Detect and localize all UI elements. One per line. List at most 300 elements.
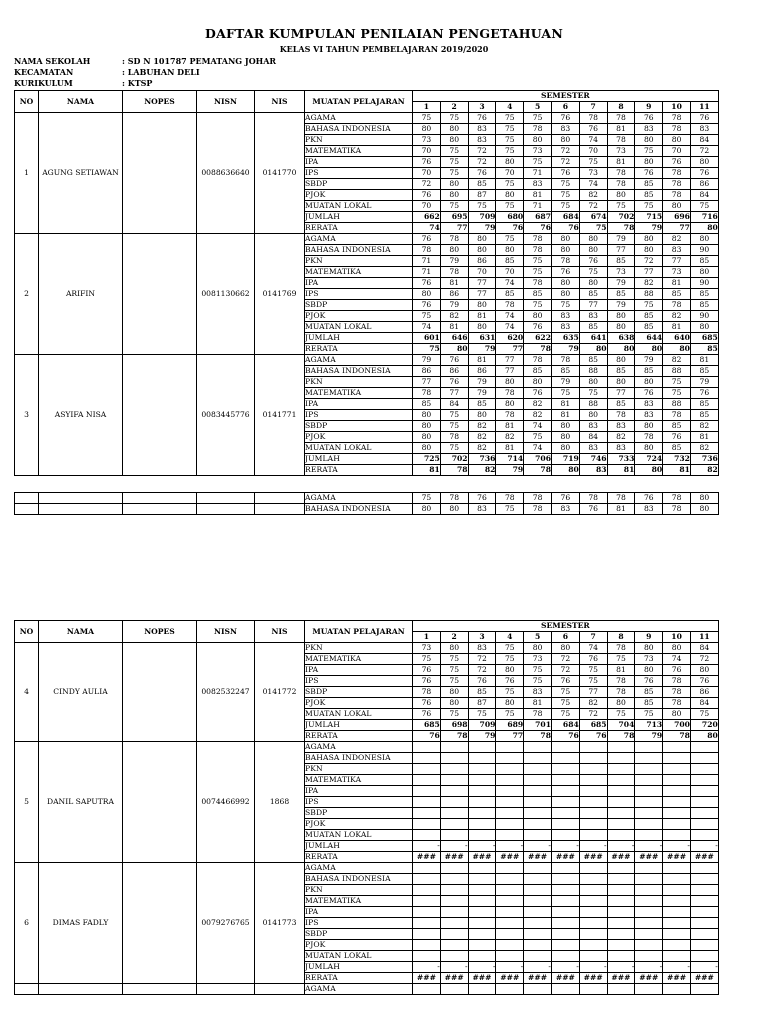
grade-cell: 77 [496,366,524,377]
grade-cell: 80 [690,234,718,245]
subject-label: MUATAN LOKAL [305,709,413,720]
grade-cell: 78 [524,465,552,476]
grade-cell [440,797,468,808]
grade-cell: 72 [468,157,496,168]
grade-cell: 79 [690,377,718,388]
col-header-muatan: MUATAN PELAJARAN [305,621,413,643]
grade-cell: 85 [690,366,718,377]
student-nopes [123,113,197,234]
grade-cell: 83 [579,465,607,476]
grade-cell [690,830,718,841]
grade-cell: ### [635,852,663,863]
grade-cell [579,797,607,808]
grade-cell [690,929,718,940]
grade-cell [579,786,607,797]
grade-cell: 75 [440,676,468,687]
grade-cell: 78 [663,731,691,742]
grade-cell: 701 [524,720,552,731]
grade-cell: 72 [468,665,496,676]
student-nopes [123,742,197,863]
grade-cell: 77 [440,388,468,399]
grade-cell: 75 [496,643,524,654]
grade-cell: 78 [663,168,691,179]
grade-cell: 76 [551,493,579,504]
grade-cell: 77 [468,278,496,289]
grade-cell: 78 [607,643,635,654]
grade-cell: 76 [635,113,663,124]
grade-cell: 83 [579,443,607,454]
grade-cell: 700 [663,720,691,731]
grade-cell: 85 [579,355,607,366]
subject-label: PJOK [305,190,413,201]
grade-cell: 80 [635,421,663,432]
grade-cell: 80 [635,135,663,146]
grade-cell: 88 [663,366,691,377]
grade-cell [524,918,552,929]
grade-cell: 80 [496,190,524,201]
grade-cell [579,742,607,753]
grade-cell [551,984,579,995]
grade-cell [551,742,579,753]
grade-cell: 80 [551,278,579,289]
grade-cell: 78 [440,267,468,278]
grade-cell: 80 [607,377,635,388]
col-header-no: NO [15,91,39,113]
grade-cell: 76 [551,676,579,687]
grade-cell: 81 [440,278,468,289]
grade-cell: 75 [579,665,607,676]
grade-cell [440,951,468,962]
empty-cell [123,504,197,515]
grade-cell [413,775,441,786]
grade-cell: 85 [607,256,635,267]
grade-cell: 79 [607,278,635,289]
grade-cell: 75 [551,388,579,399]
grade-cell: 70 [496,168,524,179]
grade-cell: 78 [551,355,579,366]
grade-cell: 72 [579,201,607,212]
grade-cell: 77 [663,223,691,234]
grade-cell: 720 [690,720,718,731]
grade-cell: 79 [635,223,663,234]
grade-cell [635,885,663,896]
grade-cell: 76 [413,698,441,709]
grade-cell [690,984,718,995]
grade-cell: 85 [579,289,607,300]
grade-cell: 76 [496,676,524,687]
grade-cell [663,918,691,929]
grade-cell [663,896,691,907]
student-nisn: 0074466992 [197,742,255,863]
grade-cell: 88 [579,399,607,410]
grade-cell [551,830,579,841]
grade-cell [524,863,552,874]
grade-cell: 74 [413,223,441,234]
grade-cell: 85 [690,289,718,300]
grade-cell: 75 [607,709,635,720]
grade-cell: 78 [496,410,524,421]
grade-cell [468,918,496,929]
empty-cell [123,493,197,504]
grade-cell: 76 [468,676,496,687]
grade-cell: 80 [579,377,607,388]
grade-cell: 76 [524,322,552,333]
grade-cell: 81 [524,190,552,201]
grade-cell: 84 [690,190,718,201]
subject-label: RERATA [305,852,413,863]
grade-cell [690,885,718,896]
grade-cell: 80 [524,377,552,388]
grade-cell: 83 [635,399,663,410]
subject-label: IPS [305,410,413,421]
grade-cell [440,786,468,797]
grade-cell: 80 [579,245,607,256]
grade-cell: 75 [551,179,579,190]
grade-cell: 80 [663,709,691,720]
empty-cell [15,984,39,995]
grade-cell [690,753,718,764]
grade-cell [551,775,579,786]
grade-cell [635,940,663,951]
grade-cell [663,808,691,819]
grade-cell: 80 [607,311,635,322]
grade-cell: 71 [524,201,552,212]
student-no: 4 [15,643,39,742]
grade-cell [468,808,496,819]
grade-cell [413,742,441,753]
grade-cell: 78 [551,256,579,267]
semester-number: 1 [413,632,441,643]
grade-cell: - [551,841,579,852]
semester-number: 9 [635,102,663,113]
grade-cell: 620 [496,333,524,344]
grade-cell: 76 [551,168,579,179]
grade-cell: 73 [413,643,441,654]
col-header-nisn: NISN [197,621,255,643]
grade-cell [663,742,691,753]
grade-cell [468,940,496,951]
grade-cell: 82 [607,432,635,443]
grade-cell: - [413,841,441,852]
grade-cell: 78 [440,465,468,476]
grade-cell: 78 [663,698,691,709]
grade-cell: 75 [496,709,524,720]
grade-cell: 76 [413,234,441,245]
student-name: DIMAS FADLY [39,863,123,984]
grade-cell: 85 [496,289,524,300]
grade-cell: - [496,962,524,973]
grade-cell: 736 [690,454,718,465]
grade-cell: 644 [635,333,663,344]
grade-cell: 72 [579,709,607,720]
grade-cell: 78 [524,124,552,135]
grade-cell: 85 [579,322,607,333]
grade-cell: 75 [690,201,718,212]
grade-cell: 80 [551,432,579,443]
empty-cell [39,504,123,515]
grade-cell: 80 [551,443,579,454]
grade-cell: 631 [468,333,496,344]
grade-cell: 75 [524,256,552,267]
grade-cell: - [440,841,468,852]
table-row [15,234,719,245]
subject-label: SBDP [305,300,413,311]
semester-number: 6 [551,102,579,113]
grade-cell: 75 [524,300,552,311]
grade-cell [635,786,663,797]
grade-cell: 83 [551,504,579,515]
semester-number: 7 [579,632,607,643]
grade-cell: 79 [468,388,496,399]
grade-cell [524,984,552,995]
grade-cell: 78 [579,493,607,504]
grade-cell: 78 [663,493,691,504]
grade-cell: 80 [635,643,663,654]
grade-cell [607,797,635,808]
grade-cell: 80 [663,135,691,146]
info-curriculum [14,78,152,88]
grade-cell [524,951,552,962]
grade-cell [413,786,441,797]
grade-cell: 85 [635,322,663,333]
grade-cell [579,929,607,940]
grade-cell [607,830,635,841]
grade-cell: 72 [551,146,579,157]
grade-cell: 77 [440,223,468,234]
student-nis: 0141770 [255,113,305,234]
grade-cell: 76 [635,388,663,399]
semester-number: 11 [690,102,718,113]
grade-cell: 77 [496,731,524,742]
grade-cell: 81 [524,698,552,709]
empty-cell [39,984,123,995]
grade-cell: - [551,962,579,973]
grade-cell: 76 [579,124,607,135]
subject-label: MATEMATIKA [305,654,413,665]
grade-cell: ### [440,973,468,984]
grade-cell: 75 [524,665,552,676]
info-district [14,67,200,77]
grade-cell [635,918,663,929]
subject-label: IPS [305,289,413,300]
col-header-nama: NAMA [39,91,123,113]
grade-cell: 79 [468,344,496,355]
grade-cell: - [413,962,441,973]
empty-cell [255,493,305,504]
grade-cell [607,819,635,830]
grade-cell [468,764,496,775]
empty-cell [197,493,255,504]
grade-cell: 696 [663,212,691,223]
grade-cell [690,819,718,830]
grade-cell: 80 [690,157,718,168]
subject-label: SBDP [305,687,413,698]
grade-cell [524,885,552,896]
grade-cell [635,753,663,764]
grade-cell: 76 [663,157,691,168]
grade-cell [468,907,496,918]
grade-cell: 715 [635,212,663,223]
subject-label: MATEMATIKA [305,896,413,907]
grade-cell [579,940,607,951]
grade-cell: 74 [496,322,524,333]
grade-cell: - [663,841,691,852]
grade-cell: 85 [607,399,635,410]
grade-cell: ### [524,973,552,984]
grade-cell: 75 [551,687,579,698]
subject-label: PKN [305,643,413,654]
grade-cell: 87 [468,698,496,709]
grade-cell: 80 [579,410,607,421]
grade-cell [440,918,468,929]
grade-cell: 75 [579,676,607,687]
grade-cell: - [524,962,552,973]
gap-row [15,476,719,493]
grade-cell: 698 [440,720,468,731]
grade-cell: 76 [413,300,441,311]
semester-number: 2 [440,102,468,113]
grade-cell: 78 [607,687,635,698]
grade-cell: 82 [468,421,496,432]
grade-cell: 80 [663,643,691,654]
grade-cell: 72 [690,146,718,157]
grade-cell: 622 [524,333,552,344]
grade-cell: 78 [607,168,635,179]
grade-cell: 76 [635,676,663,687]
grade-cell: 75 [440,709,468,720]
grade-cell: 74 [579,179,607,190]
grade-cell: 82 [663,355,691,366]
grade-cell: 684 [551,720,579,731]
grade-cell: 80 [663,344,691,355]
grade-cell: 80 [496,665,524,676]
grade-cell: 75 [496,687,524,698]
grade-cell [551,786,579,797]
grade-cell [496,742,524,753]
grade-cell: 75 [496,135,524,146]
semester-number: 11 [690,632,718,643]
grade-cell: 78 [524,731,552,742]
grade-cell [635,819,663,830]
grade-cell [635,984,663,995]
subject-label: RERATA [305,973,413,984]
grade-cell [635,764,663,775]
grade-cell: 79 [413,355,441,366]
grade-cell: 81 [551,399,579,410]
grade-cell: 76 [413,157,441,168]
grade-cell: 78 [524,355,552,366]
col-header-nis: NIS [255,91,305,113]
grade-cell [468,742,496,753]
subject-label: RERATA [305,223,413,234]
grade-cell [579,896,607,907]
grade-cell: 83 [690,124,718,135]
grade-cell: 78 [524,504,552,515]
grade-cell: 83 [635,124,663,135]
grade-cell: 82 [579,190,607,201]
grade-cell [468,896,496,907]
grade-cell [663,863,691,874]
student-nisn: 0079276765 [197,863,255,984]
grade-cell: 78 [607,135,635,146]
grade-cell: 76 [663,432,691,443]
grade-cell: 75 [607,201,635,212]
grade-cell: 81 [663,278,691,289]
grade-cell [496,929,524,940]
semester-number: 4 [496,632,524,643]
grade-cell [468,984,496,995]
grade-cell [524,896,552,907]
grade-cell [690,874,718,885]
grade-cell [635,951,663,962]
grade-cell [635,775,663,786]
grade-cell [440,819,468,830]
grade-cell [635,907,663,918]
grade-cell: 702 [440,454,468,465]
semester-number: 8 [607,632,635,643]
grade-cell [468,830,496,841]
grade-cell: 85 [690,410,718,421]
grade-cell: 76 [524,223,552,234]
grade-cell: - [440,962,468,973]
grade-cell [607,907,635,918]
grade-cell: 75 [440,168,468,179]
grade-cell: 75 [635,300,663,311]
grade-cell [524,940,552,951]
grade-cell: 80 [635,665,663,676]
grade-cell: 75 [635,146,663,157]
grade-cell [496,874,524,885]
grade-cell: 80 [468,245,496,256]
grade-cell: 75 [551,190,579,201]
empty-cell [39,493,123,504]
grade-cell: 80 [524,311,552,322]
grade-cell: 80 [551,421,579,432]
grade-cell: 74 [524,443,552,454]
grade-cell [413,764,441,775]
grade-cell [635,863,663,874]
grade-cell: 83 [579,421,607,432]
grade-cell: 87 [468,190,496,201]
grade-cell: 75 [579,223,607,234]
grade-cell: 80 [468,410,496,421]
grade-cell: 80 [440,643,468,654]
student-name: AGUNG SETIAWAN [39,113,123,234]
empty-cell [255,504,305,515]
grade-cell: 76 [635,493,663,504]
grade-cell [496,896,524,907]
grade-cell: 75 [690,709,718,720]
grade-cell: 75 [551,201,579,212]
grade-cell: 662 [413,212,441,223]
grade-cell: 75 [440,665,468,676]
grade-cell [440,874,468,885]
info-value: : SD N 101787 PEMATANG JOHAR [122,56,277,66]
subject-label: SBDP [305,421,413,432]
grade-cell [496,819,524,830]
grade-cell: 74 [579,135,607,146]
info-label: KECAMATAN [14,67,74,77]
grade-cell: ### [551,852,579,863]
grade-cell: 78 [663,179,691,190]
subject-label: JUMLAH [305,454,413,465]
grade-cell: 75 [551,698,579,709]
grade-cell: 75 [496,234,524,245]
grade-cell [635,929,663,940]
grade-cell: 82 [635,278,663,289]
grade-cell [579,753,607,764]
grade-cell [524,797,552,808]
